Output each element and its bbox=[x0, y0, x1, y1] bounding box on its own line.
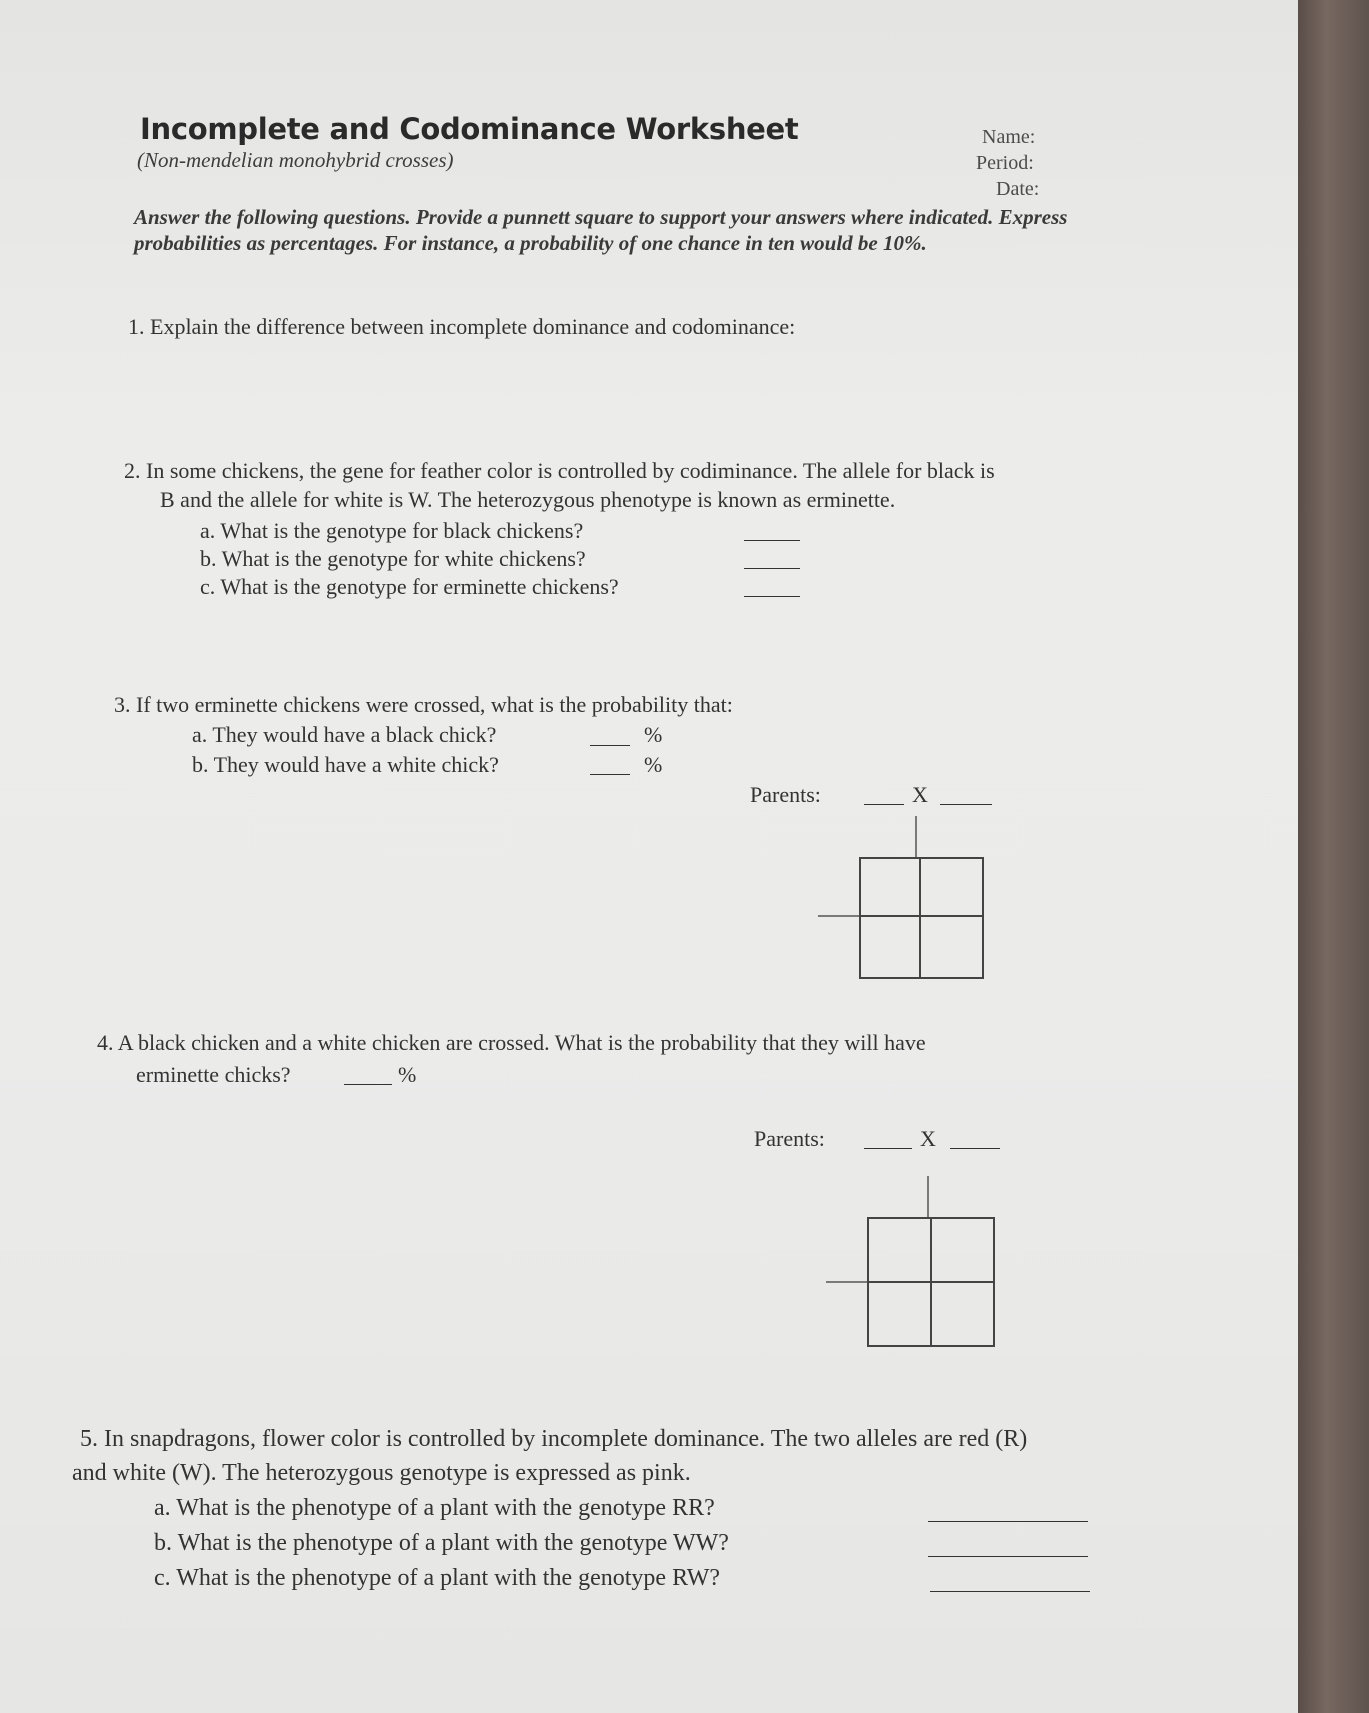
question-2b: b. What is the genotype for white chickens? bbox=[200, 546, 586, 571]
worksheet-subtitle: (Non-mendelian monohybrid crosses) bbox=[137, 148, 454, 172]
parents-label-q4: Parents: bbox=[754, 1126, 825, 1151]
cross-symbol-q4: X bbox=[920, 1126, 936, 1151]
parents-label-q3: Parents: bbox=[750, 782, 821, 807]
desk-edge bbox=[1298, 0, 1369, 1713]
answer-2b-blank[interactable] bbox=[744, 550, 800, 569]
name-label: Name: bbox=[982, 126, 1036, 148]
instructions: Answer the following questions. Provide a punnett square to support your answers where indicated. Express probabilities as percentages. For instance, a probability of one chance in ten would be 10%. bbox=[134, 205, 1068, 255]
parent-1-blank-q4[interactable] bbox=[864, 1130, 912, 1149]
answer-5b-blank[interactable] bbox=[928, 1538, 1088, 1557]
answer-5c-blank[interactable] bbox=[930, 1573, 1090, 1592]
question-2a: a. What is the genotype for black chickens? bbox=[200, 518, 584, 543]
percent-sign-3a: % bbox=[644, 722, 663, 747]
question-5-line-1: 5. In snapdragons, flower color is controlled by incomplete dominance. The two alleles are red (R) bbox=[80, 1426, 1028, 1452]
parent-2-blank-q3[interactable] bbox=[940, 786, 992, 805]
parent-2-blank-q4[interactable] bbox=[950, 1130, 1000, 1149]
question-5a: a. What is the phenotype of a plant with the genotype RR? bbox=[154, 1495, 715, 1521]
question-4-line-1: 4. A black chicken and a white chicken are crossed. What is the probability that they will have bbox=[97, 1030, 926, 1055]
question-5c: c. What is the phenotype of a plant with the genotype RW? bbox=[154, 1565, 721, 1591]
answer-2c-blank[interactable] bbox=[744, 578, 800, 597]
answer-3b-blank[interactable] bbox=[590, 756, 630, 775]
percent-sign-3b: % bbox=[644, 752, 663, 777]
percent-sign-4: % bbox=[398, 1062, 417, 1087]
cross-symbol-q3: X bbox=[912, 782, 928, 807]
question-2-line-2: B and the allele for white is W. The heterozygous phenotype is known as erminette. bbox=[160, 487, 896, 512]
question-3: 3. If two erminette chickens were crossed, what is the probability that: bbox=[114, 692, 733, 717]
answer-2a-blank[interactable] bbox=[744, 522, 800, 541]
worksheet-title: Incomplete and Codominance Worksheet bbox=[140, 112, 799, 146]
question-2c: c. What is the genotype for erminette chickens? bbox=[200, 574, 619, 599]
question-4-line-2: erminette chicks? bbox=[136, 1062, 291, 1087]
answer-4-blank[interactable] bbox=[344, 1066, 392, 1085]
answer-3a-blank[interactable] bbox=[590, 727, 630, 746]
punnett-square-q3[interactable] bbox=[810, 816, 990, 980]
date-label: Date: bbox=[996, 178, 1040, 200]
question-3a: a. They would have a black chick? bbox=[192, 722, 497, 747]
answer-5a-blank[interactable] bbox=[928, 1503, 1088, 1522]
period-label: Period: bbox=[976, 152, 1034, 174]
question-1: 1. Explain the difference between incomplete dominance and codominance: bbox=[128, 314, 796, 339]
parent-1-blank-q3[interactable] bbox=[864, 786, 904, 805]
punnett-square-q4[interactable] bbox=[820, 1176, 1000, 1352]
question-5b: b. What is the phenotype of a plant with the genotype WW? bbox=[154, 1530, 729, 1556]
question-5-line-2: and white (W). The heterozygous genotype is expressed as pink. bbox=[72, 1460, 691, 1486]
question-3b: b. They would have a white chick? bbox=[192, 752, 499, 777]
question-2-line-1: 2. In some chickens, the gene for feather color is controlled by codiminance. The allele for black is bbox=[124, 458, 995, 483]
